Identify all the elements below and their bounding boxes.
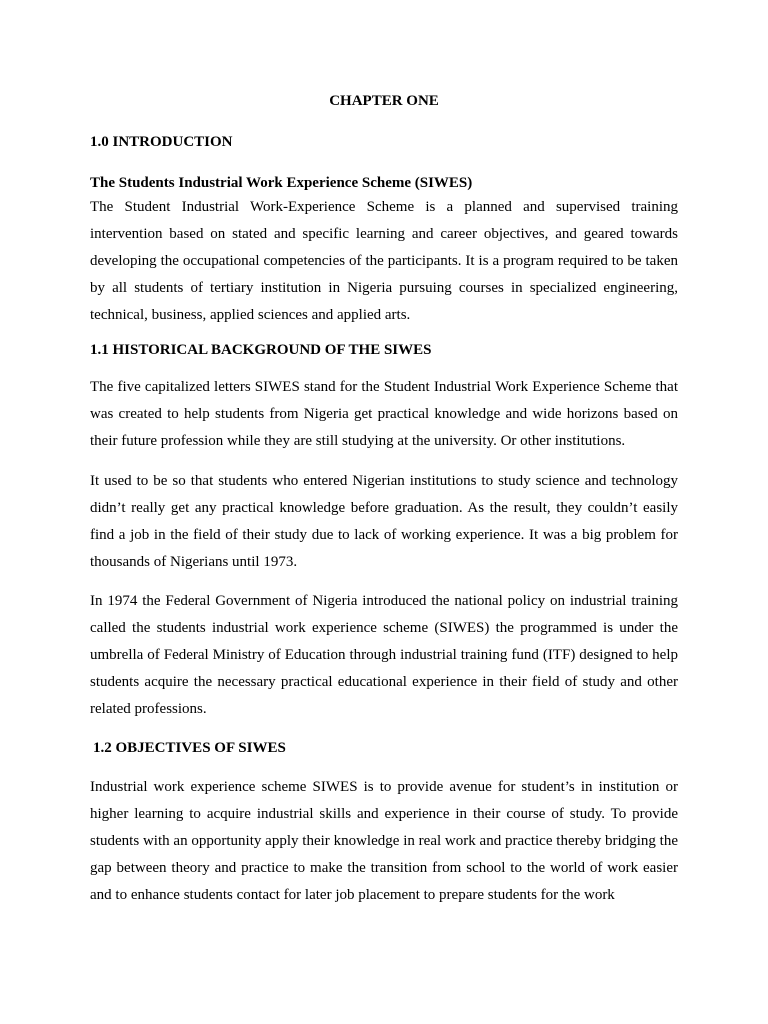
historical-paragraph-1: The five capitalized letters SIWES stand for the Student Industrial Work Experience Scheme that was created to help students from Nigeria get practical knowledge and wide horizons based on their future profession while they are still studying at the university. Or other institutions. [90,379,678,449]
objectives-heading: 1.2 OBJECTIVES OF SIWES [93,740,286,756]
historical-paragraph-2: It used to be so that students who entered Nigerian institutions to study science and technology didn’t really get any practical knowledge before graduation. As the result, they couldn’t easily find a job in the field of their study due to lack of working experience. It was a big problem for thousands of Nigerians until 1973. [90,473,678,570]
introduction-heading: 1.0 INTRODUCTION [90,134,233,150]
historical-background-heading: 1.1 HISTORICAL BACKGROUND OF THE SIWES [90,342,432,358]
historical-paragraph-3: In 1974 the Federal Government of Nigeria introduced the national policy on industrial training called the students industrial work experience scheme (SIWES) the programmed is under the umbrella of Federal Ministry of Education through industrial training fund (ITF) designed to help students acquire the necessary practical educational experience in their field of study and other related professions. [90,593,678,717]
chapter-title: CHAPTER ONE [329,93,439,109]
objectives-paragraph-1: Industrial work experience scheme SIWES is to provide avenue for student’s in institution or higher learning to acquire industrial skills and experience in their course of study. To provide students with an opportunity apply their knowledge in real work and practice thereby bridging the gap between theory and practice to make the transition from school to the world of work easier and to enhance students contact for later job placement to prepare students for the work [90,779,678,903]
intro-paragraph: The Student Industrial Work-Experience Scheme is a planned and supervised training intervention based on stated and specific learning and career objectives, and geared towards developing the occupational competencies of the participants. It is a program required to be taken by all students of tertiary institution in Nigeria pursuing courses in specialized engineering, technical, business, applied sciences and applied arts. [90,199,678,323]
siwes-subheading: The Students Industrial Work Experience Scheme (SIWES) [90,175,473,191]
